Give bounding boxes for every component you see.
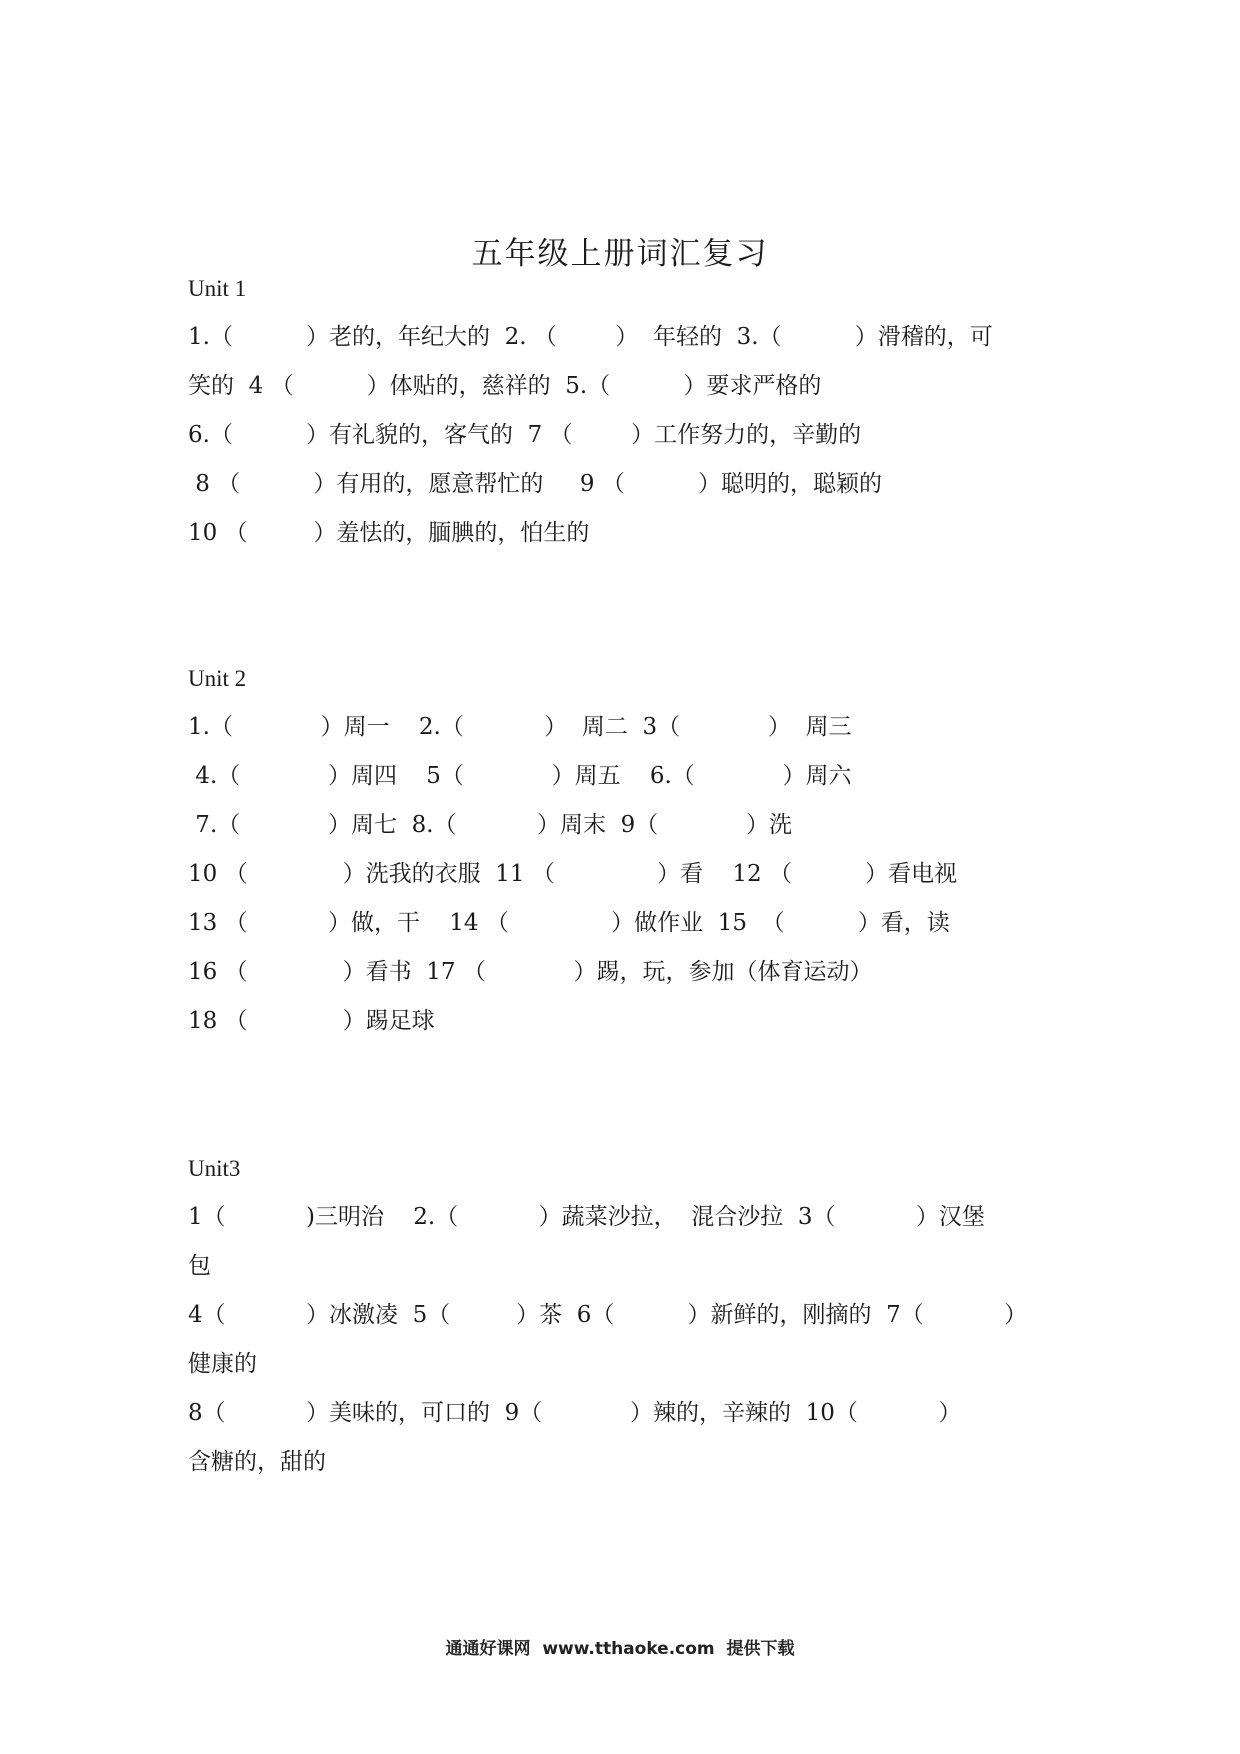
exercise-line: 8 （ ）有用的，愿意帮忙的 9 （ ）聪明的，聪颖的 [188,471,882,497]
exercise-line: 健康的 [188,1351,257,1377]
unit-1-section [188,265,1068,558]
exercise-line: 包 [188,1253,211,1279]
unit-heading: Unit 1 [188,276,247,301]
exercise-line: 1.（ ）老的，年纪大的 2. （ ） 年轻的 3.（ ）滑稽的，可 [188,324,993,350]
exercise-line: 10 （ ）洗我的衣服 11 （ ）看 12 （ ）看电视 [188,861,958,887]
exercise-line: 7.（ ）周七 8.（ ）周末 9（ ）洗 [188,812,792,838]
exercise-line: 16 （ ）看书 17 （ ）踢，玩，参加（体育运动） [188,959,873,985]
footer-download-note: 通通好课网 www.tthaoke.com 提供下载 [445,1639,795,1659]
exercise-line: 笑的 4 （ ）体贴的，慈祥的 5.（ ）要求严格的 [188,373,822,399]
unit-heading: Unit 2 [188,666,247,691]
exercise-line: 1.（ ）周一 2.（ ） 周二 3（ ） 周三 [188,714,852,740]
exercise-line: 10 （ ）羞怯的，腼腆的，怕生的 [188,520,590,546]
exercise-line: 6.（ ）有礼貌的，客气的 7 （ ）工作努力的，辛勤的 [188,422,862,448]
exercise-line: 8（ ）美味的，可口的 9（ ）辣的，辛辣的 10（ ） [188,1400,962,1426]
exercise-line: 13 （ ）做，干 14 （ ）做作业 15 （ ）看，读 [188,910,950,936]
page-title: 五年级上册词汇复习 [471,236,769,272]
exercise-line: 1（ )三明治 2.（ ）蔬菜沙拉， 混合沙拉 3（ ）汉堡 [188,1204,985,1230]
unit-2-section [188,655,1068,1046]
exercise-line: 含糖的，甜的 [188,1449,326,1475]
exercise-line: 4（ ）冰激凌 5（ ）茶 6（ ）新鲜的，刚摘的 7（ ） [188,1302,1028,1328]
unit-heading: Unit3 [188,1156,241,1181]
exercise-line: 4.（ ）周四 5（ ）周五 6.（ ）周六 [188,763,852,789]
exercise-line: 18 （ ）踢足球 [188,1008,435,1034]
unit-3-section [188,1145,1068,1487]
